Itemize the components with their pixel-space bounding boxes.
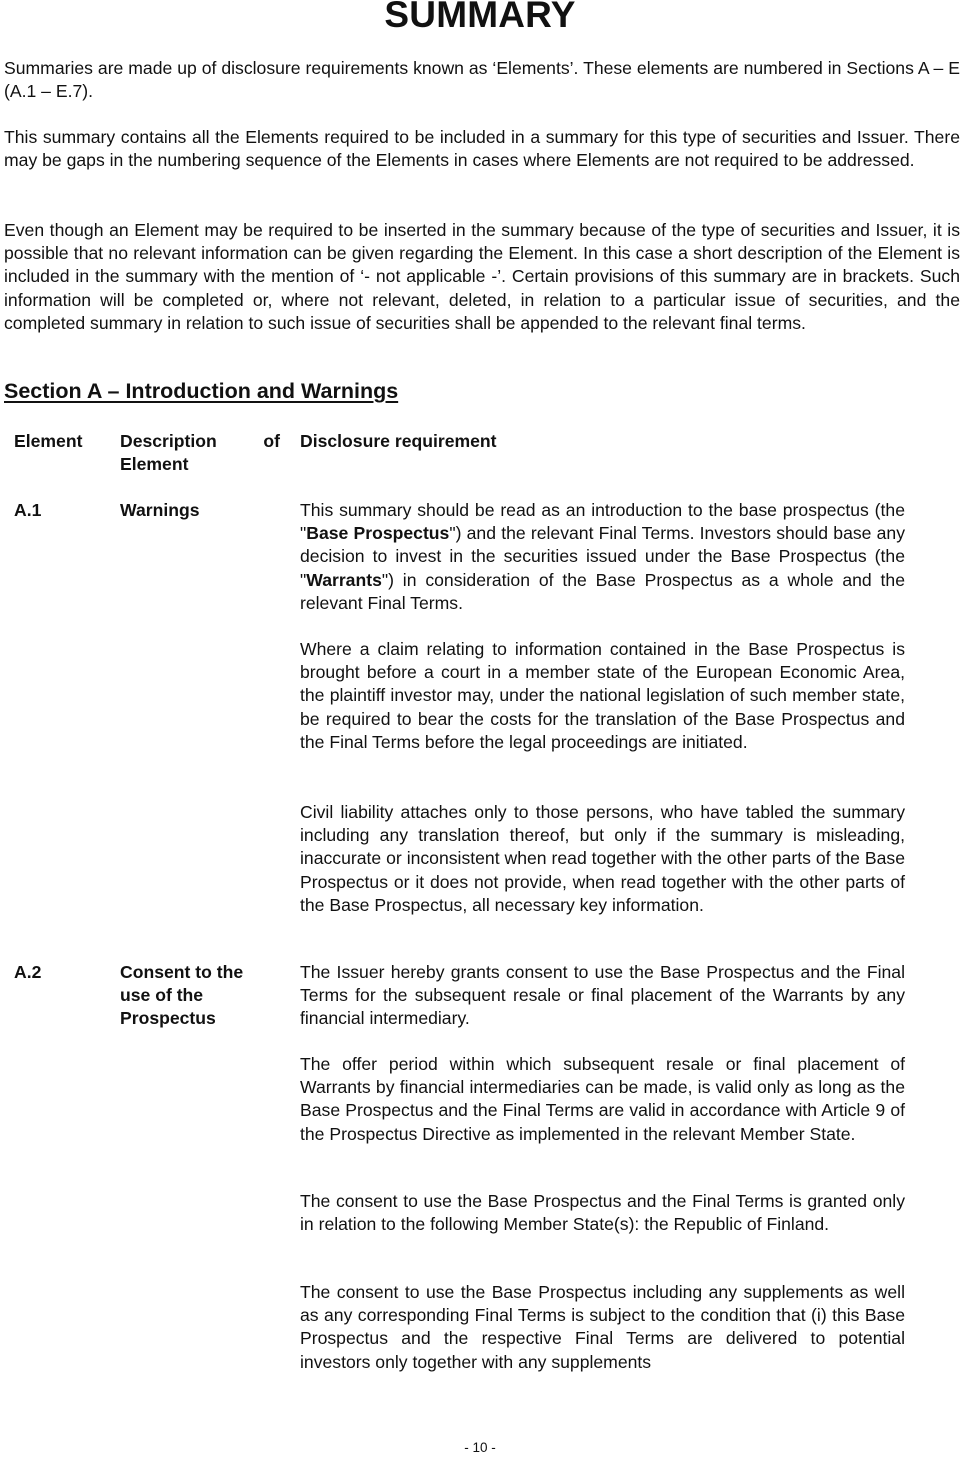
column-header-disclosure: Disclosure requirement	[300, 431, 497, 451]
column-header-description: Description of Element	[120, 431, 280, 475]
warrants-term: Warrants	[306, 569, 382, 590]
intro-paragraph-2: This summary contains all the Elements required to be included in a summary for this type of securities and Issuer. There may be gaps in the numbering sequence of the Elements in cases where Elements are not required to be addressed.	[4, 127, 960, 171]
section-heading: Section A – Introduction and Warnings	[4, 379, 399, 403]
intro-paragraph-1: Summaries are made up of disclosure requirements known as ‘Elements’. These elements are numbered in Sections A – E (A.1 – E.7).	[4, 58, 960, 102]
a2-paragraph-3: The consent to use the Base Prospectus and the Final Terms is granted only in relation to the following Member State(s): the Republic of Finland.	[300, 1191, 905, 1235]
base-prospectus-term: Base Prospectus	[306, 523, 450, 544]
element-description-a2: Consent to the use of the Prospectus	[120, 962, 244, 1029]
page-number: - 10 -	[464, 1440, 496, 1455]
a1-paragraph-1-text-start: This summary should be read as an introduction to the base prospectus (the "	[300, 500, 905, 544]
a2-paragraph-4: The consent to use the Base Prospectus including any supplements as well as any corresponding Final Terms is subject to the condition that (i) this Base Prospectus and the respective Final Terms are delivered to potential investors only together with any supplements	[300, 1282, 905, 1372]
a1-paragraph-1-text-middle: ") and the relevant Final Terms. Investors should base any decision to invest in the securities issued under the Base Prospectus (the "	[300, 523, 905, 590]
page-title: SUMMARY	[384, 0, 576, 35]
element-code-a1: A.1	[14, 500, 42, 520]
a1-paragraph-3: Civil liability attaches only to those persons, who have tabled the summary including any translation thereof, but only if the summary is misleading, inaccurate or inconsistent when read together with the other parts of the Base Prospectus or it does not provide, when read together with the other parts of the Base Prospectus, all necessary key information.	[300, 802, 905, 915]
a1-paragraph-1-text-end: ") in consideration of the Base Prospectus as a whole and the relevant Final Terms.	[300, 569, 905, 613]
a1-paragraph-1	[300, 499, 905, 615]
element-code-a2: A.2	[14, 962, 42, 982]
a1-paragraph-2: Where a claim relating to information contained in the Base Prospectus is brought before a court in a member state of the European Economic Area, the plaintiff investor may, under the national legislation of such member state, be required to bear the costs for the translation of the Base Prospectus and the Final Terms before the legal proceedings are initiated.	[300, 639, 905, 752]
column-header-element: Element	[14, 431, 83, 451]
a2-paragraph-2: The offer period within which subsequent resale or final placement of Warrants by financial intermediaries can be made, is valid only as long as the Base Prospectus and the Final Terms are valid in accordance with Article 9 of the Prospectus Directive as implemented in the relevant Member State.	[300, 1054, 905, 1144]
a2-paragraph-1: The Issuer hereby grants consent to use the Base Prospectus and the Final Terms for the subsequent resale or final placement of the Warrants by any financial intermediary.	[300, 962, 905, 1029]
intro-paragraph-3: Even though an Element may be required to be inserted in the summary because of the type of securities and Issuer, it is possible that no relevant information can be given regarding the Element. In this case a short description of the Element is included in the summary with the mention of ‘- not applicable -’. Certain provisions of this summary are in brackets. Such information will be completed or, where not relevant, deleted, in relation to a particular issue of securities, and the completed summary in relation to such issue of securities shall be appended to the relevant final terms.	[4, 220, 960, 333]
element-description-a1: Warnings	[120, 500, 200, 520]
